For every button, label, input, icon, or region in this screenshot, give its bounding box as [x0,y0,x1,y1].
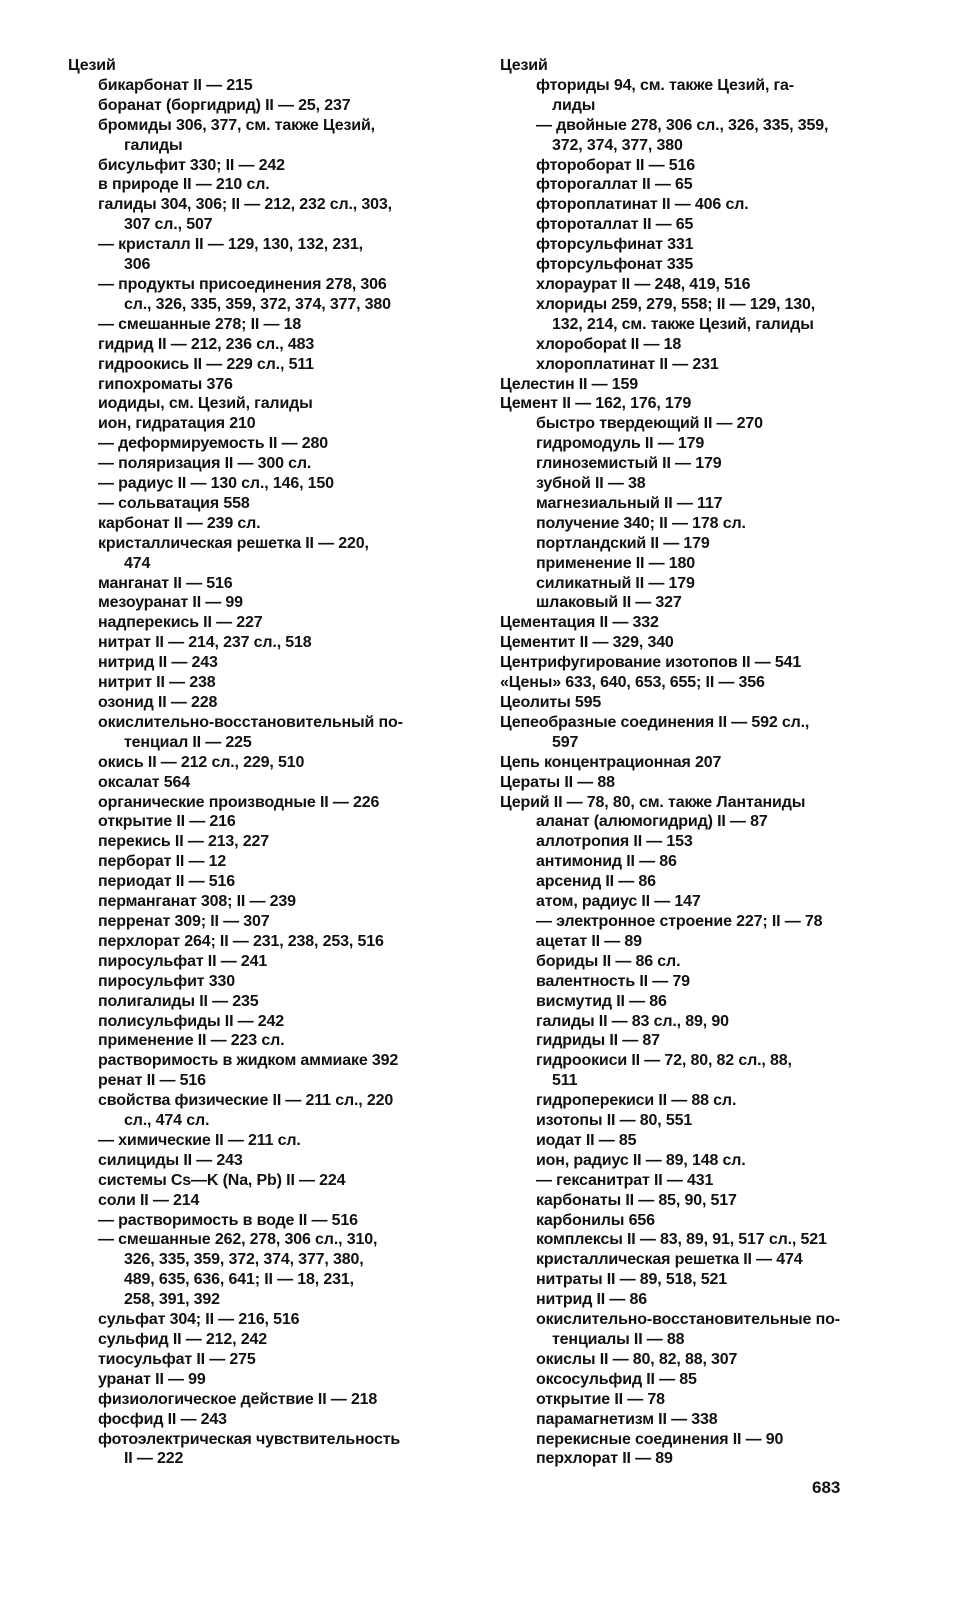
index-heading-entry: Цезий [68,57,116,74]
index-subentry: бромиды 306, 377, см. также Цезий, [98,116,375,134]
index-heading-entry: Центрифугирование изотопов II — 541 [500,654,802,672]
index-heading-entry: Цепеобразные соединения II — 592 сл., [500,713,810,731]
index-subentry: соли II — 214 [98,1191,200,1209]
index-subentry: арсенид II — 86 [536,873,656,891]
index-subentry: открытие II — 78 [536,1390,665,1408]
index-subentry: перренат 309; II — 307 [98,912,270,930]
index-subentry: фтороборат II — 516 [536,156,695,174]
index-subentry: карбонилы 656 [536,1211,655,1229]
index-subentry: — сольватация 558 [98,494,250,512]
index-subentry: парамагнетизм II — 338 [536,1410,718,1428]
index-subentry: — кристалл II — 129, 130, 132, 231, [98,236,363,254]
index-subentry: — гексанитрат II — 431 [536,1171,714,1189]
index-subentry: перекисные соединения II — 90 [536,1430,784,1448]
index-subentry: фтороталлат II — 65 [536,216,694,234]
index-subentry: зубной II — 38 [536,475,646,493]
index-continuation-line: 597 [552,733,579,751]
index-subentry: применение II — 180 [536,554,696,572]
index-subentry: бориды II — 86 сл. [536,952,681,970]
index-subentry: фториды 94, см. также Цезий, га- [536,76,794,94]
index-subentry: хлороплатинат II — 231 [536,355,719,373]
index-subentry: — смешанные 278; II — 18 [98,315,302,333]
index-subentry: хлориды 259, 279, 558; II — 129, 130, [536,295,816,313]
index-subentry: надперекись II — 227 [98,614,263,632]
index-subentry: перхлорат 264; II — 231, 238, 253, 516 [98,932,384,950]
index-subentry: физиологическое действие II — 218 [98,1390,378,1408]
index-subentry: иодат II — 85 [536,1131,637,1149]
index-subentry: системы Cs—K (Na, Pb) II — 224 [98,1171,346,1189]
index-subentry: висмутид II — 86 [536,992,667,1010]
index-subentry: окислительно-восстановительные по- [536,1311,840,1329]
index-subentry: — деформируемость II — 280 [98,435,329,453]
index-subentry: сульфат 304; II — 216, 516 [98,1311,300,1329]
index-subentry: перхлорат II — 89 [536,1450,673,1468]
index-subentry: боранат (боргидрид) II — 25, 237 [98,96,351,114]
index-heading-entry: Цезий [500,57,548,74]
index-subentry: изотопы II — 80, 551 [536,1112,693,1130]
index-subentry: нитрит II — 238 [98,674,216,692]
index-subentry: — поляризация II — 300 сл. [98,455,312,473]
index-subentry: нитрид II — 86 [536,1291,648,1309]
index-subentry: получение 340; II — 178 сл. [536,514,746,532]
index-subentry: перманганат 308; II — 239 [98,893,296,911]
index-subentry: нитрид II — 243 [98,654,218,672]
index-subentry: хлораурат II — 248, 419, 516 [536,275,751,293]
index-subentry: портландский II — 179 [536,534,710,552]
index-subentry: пиросульфат II — 241 [98,952,268,970]
index-subentry: в природе II — 210 сл. [98,176,270,194]
index-subentry: нитрат II — 214, 237 сл., 518 [98,634,312,652]
index-subentry: — продукты присоединения 278, 306 [98,275,387,293]
index-heading-entry: Цементация II — 332 [500,614,659,632]
index-subentry: гидроокиси II — 72, 80, 82 сл., 88, [536,1052,792,1070]
index-continuation-line: сл., 474 сл. [124,1112,210,1130]
right-index-column [500,56,895,1469]
index-subentry: сульфид II — 212, 242 [98,1331,267,1348]
index-subentry: глиноземистый II — 179 [536,455,722,473]
index-subentry: применение II — 223 сл. [98,1032,285,1050]
index-subentry: магнезиальный II — 117 [536,494,723,512]
left-index-column [68,56,468,1469]
index-heading-entry: Целестин II — 159 [500,375,639,393]
index-continuation-line: галиды [124,136,183,154]
index-subentry: перекись II — 213, 227 [98,833,270,851]
index-subentry: перборат II — 12 [98,853,227,871]
index-subentry: органические производные II — 226 [98,793,380,811]
index-subentry: хлоробораt II — 18 [536,335,682,353]
index-subentry: нитраты II — 89, 518, 521 [536,1271,727,1289]
index-subentry: гидриды II — 87 [536,1032,660,1050]
index-subentry: гидроокись II — 229 сл., 511 [98,355,314,373]
index-subentry: карбонат II — 239 сл. [98,514,261,532]
index-subentry: оксалат 564 [98,773,190,791]
index-subentry: озонид II — 228 [98,694,218,711]
index-subentry: — смешанные 262, 278, 306 сл., 310, [98,1231,378,1249]
index-subentry: гидромодуль II — 179 [536,435,705,453]
index-subentry: фторсульфинат 331 [536,236,694,254]
index-subentry: карбонаты II — 85, 90, 517 [536,1191,737,1209]
index-heading-entry: «Цены» 633, 640, 653, 655; II — 356 [500,674,765,692]
index-subentry: — химические II — 211 сл. [98,1131,301,1149]
index-subentry: растворимость в жидком аммиаке 392 [98,1052,399,1070]
index-subentry: мезоуранат II — 99 [98,594,243,612]
index-subentry: быстро твердеющий II — 270 [536,415,763,433]
index-subentry: открытие II — 216 [98,813,236,831]
index-subentry: ренат II — 516 [98,1072,206,1090]
index-continuation-line: 489, 635, 636, 641; II — 18, 231, [124,1271,354,1289]
index-subentry: — радиус II — 130 сл., 146, 150 [98,475,334,493]
index-subentry: окислы II — 80, 82, 88, 307 [536,1350,738,1368]
index-subentry: кристаллическая решетка II — 220, [98,534,369,552]
index-subentry: окись II — 212 сл., 229, 510 [98,753,305,771]
index-subentry: ион, радиус II — 89, 148 сл. [536,1151,746,1169]
index-subentry: фторсульфонат 335 [536,256,694,274]
index-subentry: галиды II — 83 сл., 89, 90 [536,1012,729,1030]
index-continuation-line: 474 [124,554,151,572]
index-subentry: окислительно-восстановительный по- [98,713,403,731]
index-continuation-line: 258, 391, 392 [124,1291,220,1309]
index-subentry: фтороплатинат II — 406 сл. [536,196,749,214]
index-continuation-line: лиды [552,96,596,114]
index-subentry: бисульфит 330; II — 242 [98,156,285,174]
index-subentry: кристаллическая решетка II — 474 [536,1251,803,1269]
index-continuation-line: 132, 214, см. также Цезий, галиды [552,315,814,333]
index-subentry: фосфид II — 243 [98,1410,227,1428]
index-subentry: галиды 304, 306; II — 212, 232 сл., 303, [98,196,392,214]
index-subentry: — двойные 278, 306 сл., 326, 335, 359, [536,116,829,134]
index-subentry: ион, гидратация 210 [98,415,256,433]
index-heading-entry: Цементит II — 329, 340 [500,634,674,652]
index-subentry: антимонид II — 86 [536,853,677,871]
index-subentry: полигалиды II — 235 [98,992,259,1010]
index-subentry: ацетат II — 89 [536,932,642,950]
index-subentry: свойства физические II — 211 сл., 220 [98,1092,394,1110]
index-subentry: гидроперекиси II — 88 сл. [536,1092,737,1110]
index-subentry: аллотропия II — 153 [536,833,693,851]
index-subentry: шлаковый II — 327 [536,594,682,612]
index-continuation-line: II — 222 [124,1450,184,1468]
index-heading-entry: Цемент II — 162, 176, 179 [500,395,692,413]
index-subentry: полисульфиды II — 242 [98,1012,285,1030]
index-subentry: тиосульфат II — 275 [98,1350,256,1368]
index-subentry: валентность II — 79 [536,972,690,990]
index-heading-entry: Церий II — 78, 80, см. также Лантаниды [500,793,806,811]
index-subentry: комплексы II — 83, 89, 91, 517 сл., 521 [536,1231,827,1249]
index-subentry: силикатный II — 179 [536,574,695,592]
index-subentry: аланат (алюмогидрид) II — 87 [536,813,768,831]
index-subentry: — растворимость в воде II — 516 [98,1211,358,1229]
index-subentry: пиросульфит 330 [98,972,235,990]
index-heading-entry: Цераты II — 88 [500,773,615,791]
index-continuation-line: 326, 335, 359, 372, 374, 377, 380, [124,1251,364,1269]
index-subentry: бикарбонат II — 215 [98,76,253,94]
index-continuation-line: тенциалы II — 88 [552,1331,685,1348]
index-continuation-line: 307 сл., 507 [124,216,213,234]
index-subentry: манганат II — 516 [98,574,233,592]
index-subentry: иодиды, см. Цезий, галиды [98,395,313,413]
index-subentry: гипохроматы 376 [98,375,233,393]
index-subentry: фотоэлектрическая чувствительность [98,1430,401,1448]
index-subentry: гидрид II — 212, 236 сл., 483 [98,335,315,353]
index-continuation-line: 372, 374, 377, 380 [552,136,683,154]
index-continuation-line: 511 [552,1072,578,1090]
index-subentry: уранат II — 99 [98,1370,206,1388]
index-subentry: фторогаллат II — 65 [536,176,693,194]
index-heading-entry: Цеолиты 595 [500,694,602,711]
index-continuation-line: 306 [124,256,151,274]
index-continuation-line: сл., 326, 335, 359, 372, 374, 377, 380 [124,295,391,313]
index-subentry: силициды II — 243 [98,1151,243,1169]
index-subentry: периодат II — 516 [98,873,235,891]
index-subentry: атом, радиус II — 147 [536,893,701,911]
index-heading-entry: Цепь концентрационная 207 [500,753,722,771]
index-continuation-line: тенциал II — 225 [124,733,252,751]
page-number: 683 [812,1478,841,1497]
index-subentry: оксосульфид II — 85 [536,1370,697,1388]
index-subentry: — электронное строение 227; II — 78 [536,912,823,930]
